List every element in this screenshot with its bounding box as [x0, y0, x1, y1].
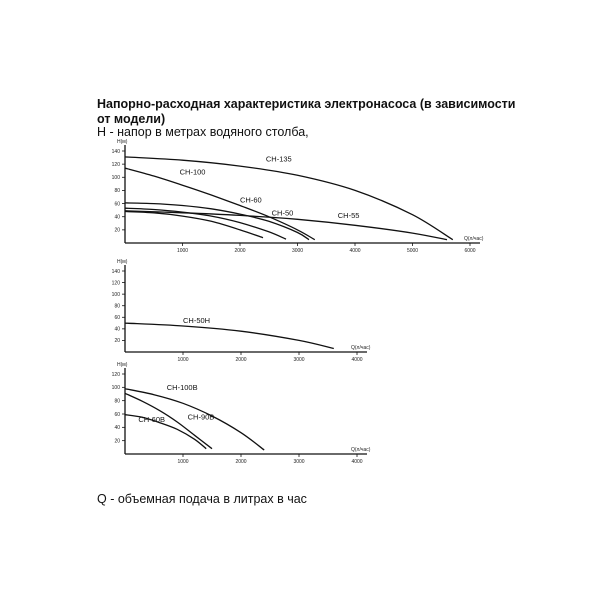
chart-1-x-tick-label: 1000	[176, 248, 189, 254]
chart-3-x-tick-label: 1000	[177, 459, 189, 465]
chart-1-y-tick-label: 100	[111, 175, 120, 182]
chart-3-y-axis-label: H(м)	[117, 362, 128, 368]
pump-curve-chart-3	[0, 362, 600, 468]
chart-1-y-tick-label: 60	[114, 201, 120, 208]
chart-1-x-axis-label: Q(л/час)	[464, 236, 484, 242]
chart-1-x-tick-label: 4000	[349, 248, 361, 254]
chart-1-y-tick-label: 40	[114, 214, 120, 221]
chart-1-x-tick-label: 5000	[406, 248, 419, 254]
chart-2-x-tick-label: 3000	[293, 357, 305, 363]
chart-3-series-ch-60b-label: CH-60B	[138, 415, 166, 424]
chart-1-series-ch-135-label: CH-135	[265, 154, 292, 164]
chart-2-y-tick-label: 20	[114, 338, 120, 345]
chart-1-x-tick-label: 6000	[464, 248, 476, 254]
chart-2-y-tick-label: 120	[111, 280, 120, 287]
chart-3-y-tick-label: 20	[114, 438, 120, 445]
chart-2-y-tick-label: 100	[111, 291, 120, 298]
chart-3-x-tick-label: 4000	[351, 459, 363, 465]
chart-1-series-ch-60-label: CH-60	[240, 195, 262, 205]
chart-2-y-tick-label: 60	[114, 315, 120, 322]
chart-2-y-tick-label: 40	[114, 326, 120, 333]
chart-3-y-tick-label: 120	[111, 371, 120, 378]
chart-1-series-ch-55-label: CH-55	[337, 211, 360, 221]
chart-3-y-tick-label: 40	[114, 425, 120, 432]
chart-1-y-tick-label: 120	[111, 161, 120, 168]
chart-1-series-ch-100-label: CH-100	[179, 167, 206, 177]
chart-1-x-tick-label: 3000	[291, 248, 304, 254]
chart-1-y-tick-label: 20	[114, 227, 120, 234]
chart-1-y-tick-label: 140	[111, 148, 120, 155]
chart-2-series-ch-50h-label: CH-50H	[183, 316, 211, 326]
chart-3-y-tick-label: 60	[114, 411, 120, 418]
chart-3-series-ch-100b-label: CH-100B	[166, 383, 198, 392]
chart-2-x-tick-label: 2000	[235, 357, 247, 363]
chart-3-y-tick-label: 80	[114, 398, 120, 405]
chart-2-y-axis-label: H(м)	[117, 259, 128, 265]
chart-2-x-tick-label: 4000	[351, 357, 363, 363]
chart-3-y-tick-label: 100	[111, 385, 120, 392]
chart-1-y-tick-label: 80	[114, 188, 120, 195]
chart-3-series-ch-90b-label: CH-90B	[187, 412, 215, 422]
chart-3-x-tick-label: 3000	[293, 459, 305, 465]
chart-3-x-axis-label: Q(л/час)	[351, 447, 371, 453]
pump-curve-chart-2	[0, 259, 600, 365]
chart-1-x-tick-label: 2000	[234, 248, 246, 254]
chart-1-series-ch-50-label: CH-50	[271, 208, 294, 218]
chart-heading: Напорно-расходная характеристика электронасоса (в зависимости от модели)	[97, 97, 516, 126]
pump-curve-chart-1	[0, 140, 600, 260]
chart-3-x-tick-label: 2000	[235, 459, 247, 465]
chart-1-y-axis-label: H(м)	[117, 139, 128, 145]
chart-2-x-tick-label: 1000	[177, 357, 189, 363]
chart-2-y-tick-label: 80	[114, 303, 120, 310]
chart-2-y-tick-label: 140	[111, 268, 120, 275]
chart-2-x-axis-label: Q(л/час)	[351, 345, 371, 351]
chart-1-series-ch-135-line	[125, 154, 453, 240]
chart-2-series-ch-50h-line	[125, 323, 334, 348]
head-definition-text: H - напор в метрах водяного столба,	[97, 125, 309, 139]
flow-definition-text: Q - объемная подача в литрах в час	[97, 492, 307, 506]
